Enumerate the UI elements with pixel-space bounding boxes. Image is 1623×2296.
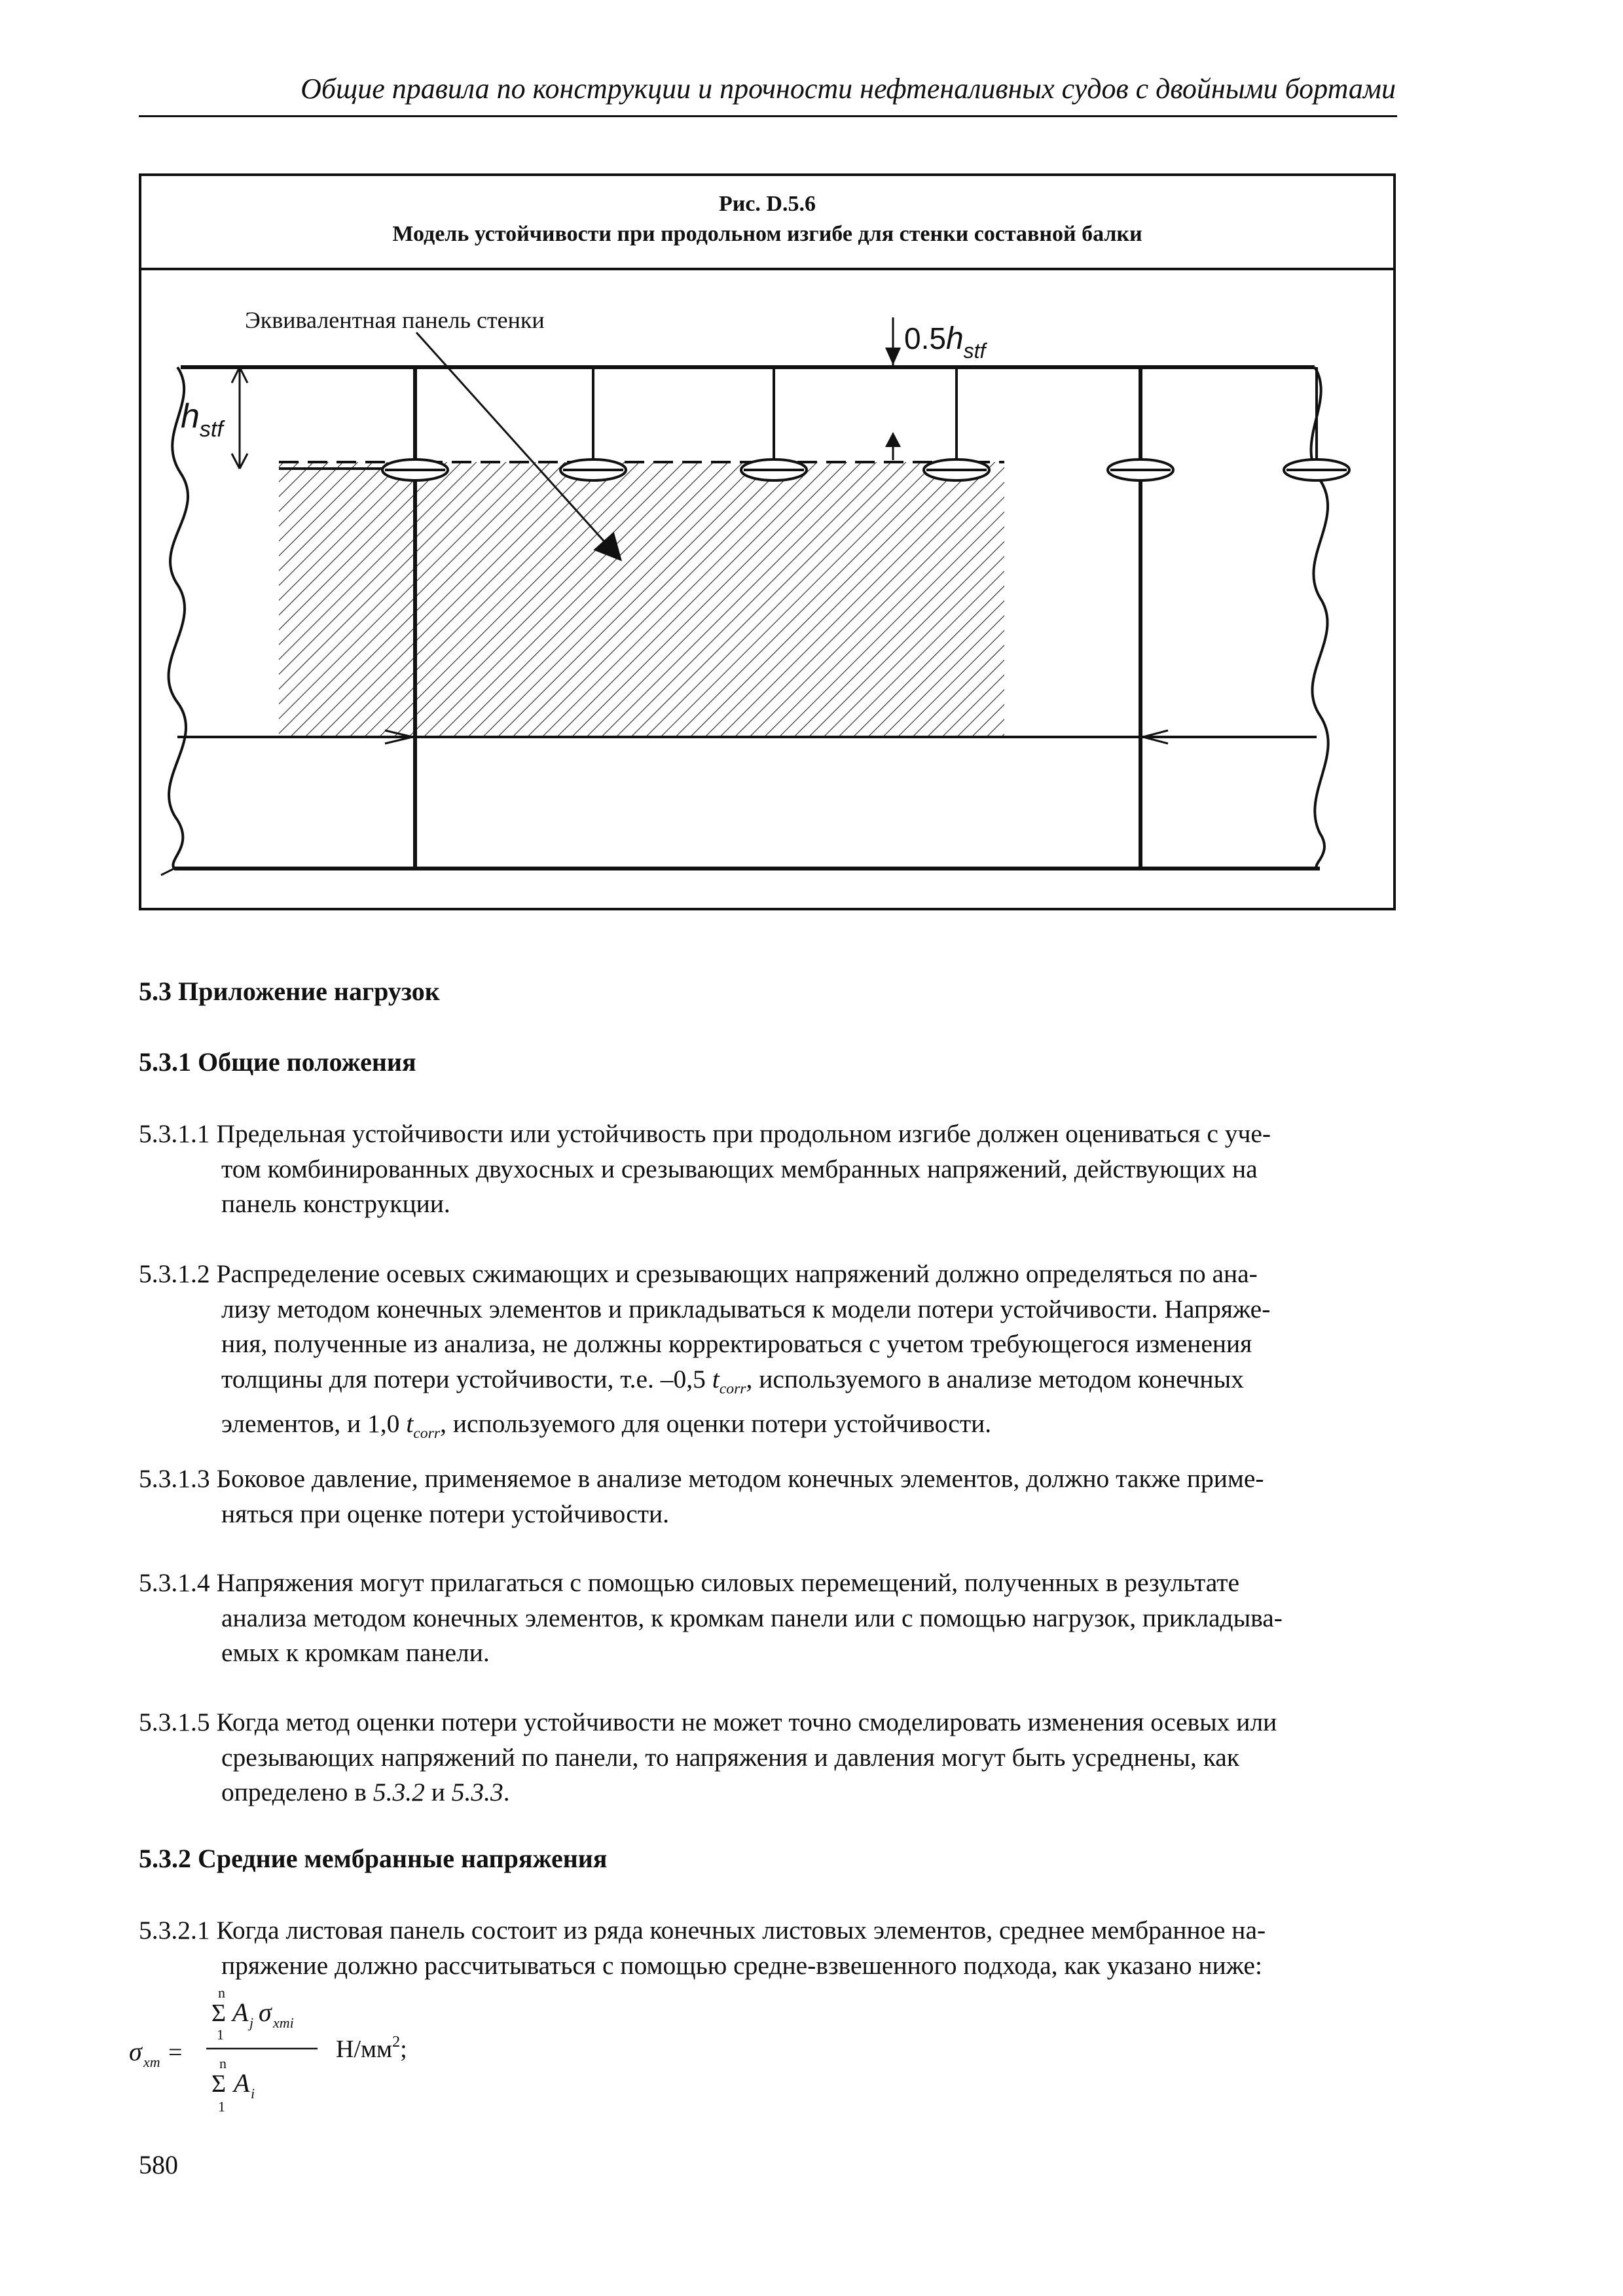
svg-text:=: = <box>168 2039 183 2066</box>
svg-text:σ: σ <box>259 1998 272 2027</box>
paragraph-5-3-1-4: 5.3.1.4 Напряжения могут прилагаться с помощью силовых перемещений, полученных в результате анализа методом конечных элементов, к кромкам панели или с помощью нагрузок, прикладыва- емых к кромкам панели. <box>139 1568 1283 1667</box>
svg-text:σ: σ <box>129 2037 142 2066</box>
equivalent-panel-hatch <box>279 462 1004 737</box>
svg-text:Σ: Σ <box>211 2070 227 2098</box>
para-number: 5.3.1.3 <box>139 1464 210 1493</box>
heading-5-3-1: 5.3.1 Общие положения <box>139 1047 416 1077</box>
h-stf-label: $h_{stf}$ <box>181 397 223 442</box>
paragraph-5-3-1-5: 5.3.1.5 Когда метод оценки потери устойчивости не может точно смоделировать изменения осевых или срезывающих напряжений по панели, то напряжения и давления могут быть усреднены, как определено в 5.3.2 и 5.3.3. <box>139 1708 1277 1806</box>
equivalent-panel-label: Эквивалентная панель стенки <box>245 307 545 333</box>
para-number: 5.3.2.1 <box>139 1916 210 1945</box>
header-rule <box>139 115 1397 117</box>
para-number: 5.3.1.1 <box>139 1119 210 1148</box>
page-number: 580 <box>139 2150 178 2179</box>
reference-5-3-2: 5.3.2 <box>373 1778 425 1806</box>
figure-number: Рис. D.5.6 <box>718 192 816 216</box>
running-header: Общие правила по конструкции и прочности нефтеналивных судов с двойными бортами <box>301 73 1396 105</box>
svg-text:n: n <box>219 2055 227 2072</box>
svg-text:A: A <box>234 2068 250 2098</box>
figure-title: Модель устойчивости при продольном изгибе для стенки составной балки <box>392 222 1142 246</box>
figure-caption <box>141 176 1393 270</box>
half-h-stf-label: $0.5h_{stf}$ <box>904 321 986 363</box>
svg-text:xm: xm <box>143 2054 160 2070</box>
buckling-model-diagram <box>141 270 1393 908</box>
figure-box <box>139 173 1396 910</box>
para-number: 5.3.1.4 <box>139 1568 210 1597</box>
paragraph-5-3-1-2: 5.3.1.2 Распределение осевых сжимающих и срезывающих напряжений должно определяться по ана- лизу методом конечных элементов и прикладываться к модели потери устойчивости. Напряже- ния, полученные из анализа, не должны корректироваться с учетом требующегося изменения толщины для потери устойчивости, т.е. –0,5 $t_{corr}$, используемого в анализе методом конечных элементов, и 1,0 $t_{corr}$, используемого для оценки потери устойчивости. <box>139 1259 1271 1442</box>
svg-text:Н/мм2;: $Н/мм^2$; <box>336 2034 407 2063</box>
heading-5-3: 5.3 Приложение нагрузок <box>139 977 440 1006</box>
svg-text:j: j <box>249 2015 254 2031</box>
paragraph-5-3-1-1: 5.3.1.1 Предельная устойчивости или устойчивость при продольном изгибе должен оцениваться с уче- том комбинированных двухосных и срезывающих мембранных напряжений, действующих на панель конструкции. <box>139 1119 1271 1218</box>
paragraph-5-3-1-3: 5.3.1.3 Боковое давление, применяемое в анализе методом конечных элементов, должно также приме- няться при оценке потери устойчивости. <box>139 1464 1264 1528</box>
svg-text:A: A <box>232 1998 249 2027</box>
reference-5-3-3: 5.3.3 <box>451 1778 503 1806</box>
average-membrane-stress-formula <box>128 1983 520 2127</box>
right-break-line <box>1311 367 1328 869</box>
svg-text:n: n <box>218 1984 225 2001</box>
svg-text:xmi: xmi <box>273 2015 294 2031</box>
svg-text:1: 1 <box>217 2026 224 2043</box>
heading-5-3-2: 5.3.2 Средние мембранные напряжения <box>139 1844 608 1873</box>
para-number: 5.3.1.2 <box>139 1259 210 1288</box>
left-break-line <box>168 367 188 869</box>
svg-text:i: i <box>251 2085 255 2102</box>
para-number: 5.3.1.5 <box>139 1708 210 1736</box>
svg-text:1: 1 <box>218 2098 225 2115</box>
paragraph-5-3-2-1: 5.3.2.1 Когда листовая панель состоит из ряда конечных листовых элементов, среднее мембранное на- пряжение должно рассчитываться с помощью средне-взвешенного подхода, как указано ниже: <box>139 1916 1266 1980</box>
svg-text:Σ: Σ <box>211 2000 227 2027</box>
